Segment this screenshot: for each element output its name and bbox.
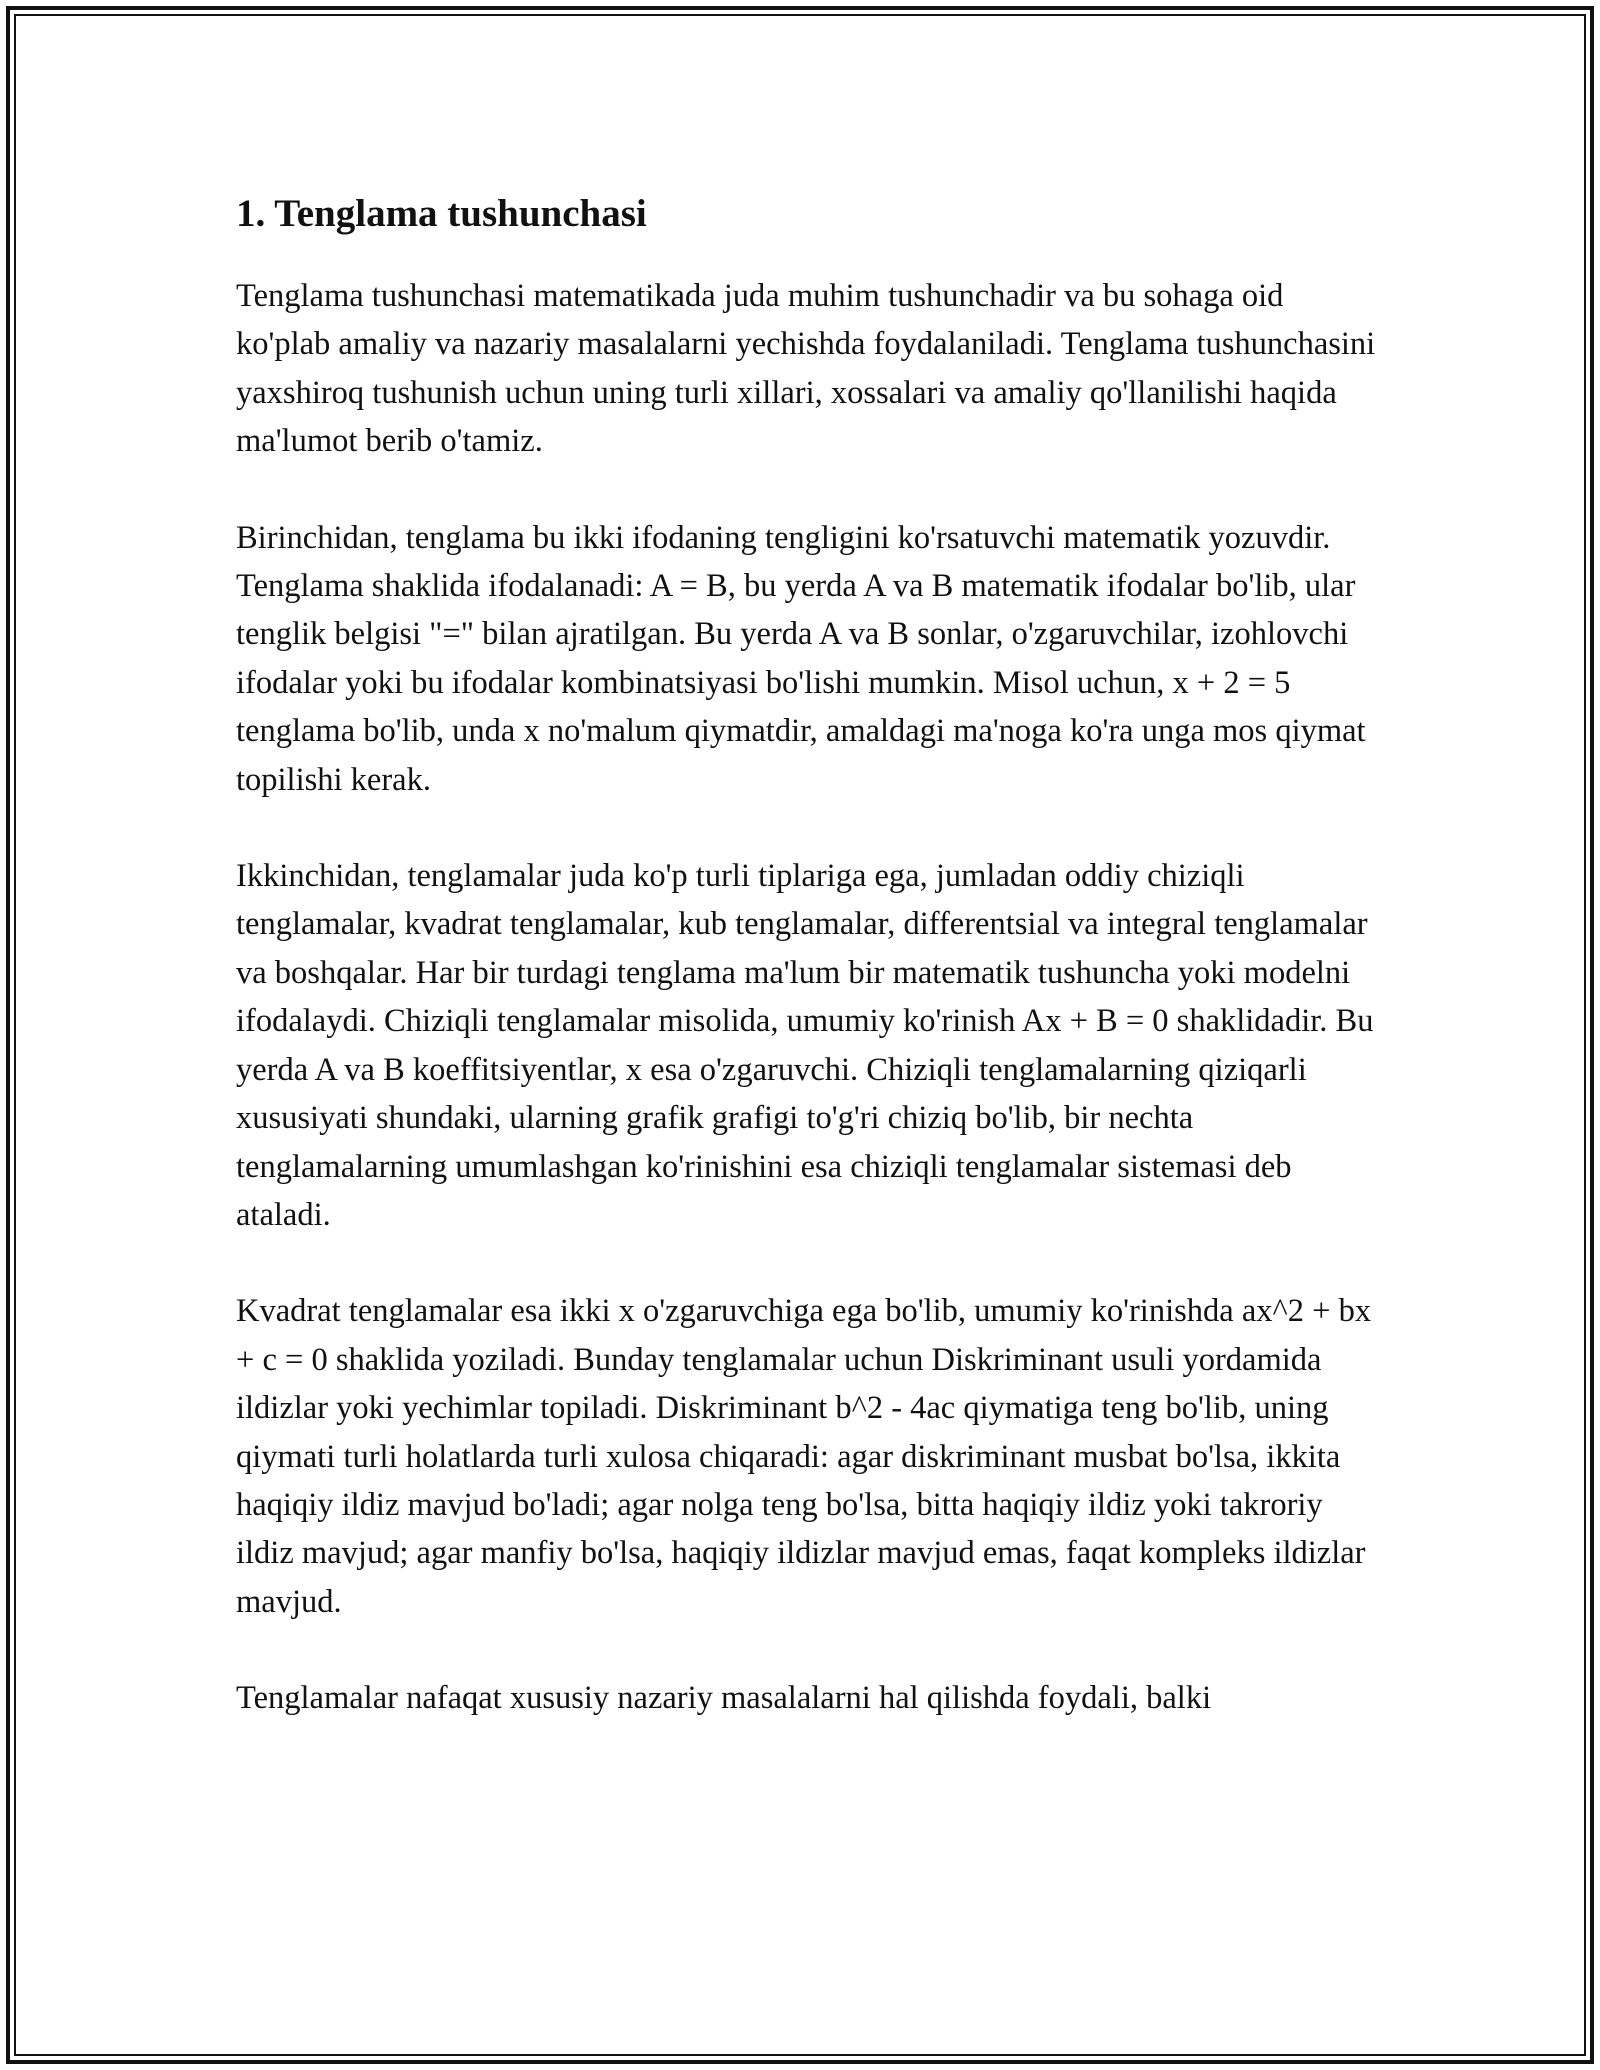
document-body: [236, 186, 1376, 1771]
paragraph-first-point: Birinchidan, tenglama bu ikki ifodaning tengligini ko'rsatuvchi matematik yozuvdir. Tenglama shaklida ifodalanadi: A = B, bu yerda A va B matematik ifodalar bo'lib, ular tenglik belgisi "=" bilan ajratilgan. Bu yerda A va B sonlar, o'zgaruvchilar, izohlovchi ifodalar yoki bu ifodalar kombinatsiyasi bo'lishi mumkin. Misol uchun, x + 2 = 5 tenglama bo'lib, unda x no'malum qiymatdir, amaldagi ma'noga ko'ra unga mos qiymat topilishi kerak.: [236, 519, 1366, 798]
paragraph-intro: Tenglama tushunchasi matematikada juda muhim tushunchadir va bu sohaga oid ko'plab amaliy va nazariy masalalarni yechishda foydalaniladi. Tenglama tushunchasini yaxshiroq tushunish uchun uning turli xillari, xossalari va amaliy qo'llanilishi haqida ma'lumot berib o'tamiz.: [236, 278, 1376, 460]
paragraph-continuation: Tenglamalar nafaqat xususiy nazariy masalalarni hal qilishda foydali, balki: [236, 1680, 1212, 1717]
paragraph-second-point: Ikkinchidan, tenglamalar juda ko'p turli tiplariga ega, jumladan oddiy chiziqli tenglamalar, kvadrat tenglamalar, kub tenglamalar, differentsial va integral tenglamalar va boshqalar. Har bir turdagi tenglama ma'lum bir matematik tushuncha yoki modelni ifodalaydi. Chiziqli tenglamalar misolida, umumiy ko'rinish Ax + B = 0 shaklidadir. Bu yerda A va B koeffitsiyentlar, x esa o'zgaruvchi. Chiziqli tenglamalarning qiziqarli xususiyati shundaki, ularning grafik grafigi to'g'ri chiziq bo'lib, bir nechta tenglamalarning umumlashgan ko'rinishini esa chiziqli tenglamalar sistemasi deb ataladi.: [236, 858, 1374, 1233]
paragraph-quadratic: Kvadrat tenglamalar esa ikki x o'zgaruvchiga ega bo'lib, umumiy ko'rinishda ax^2 + bx + c = 0 shaklida yoziladi. Bunday tenglamalar uchun Diskriminant usuli yordamida ildizlar yoki yechimlar topiladi. Diskriminant b^2 - 4ac qiymatiga teng bo'lib, uning qiymati turli holatlarda turli xulosa chiqaradi: agar diskriminant musbat bo'lsa, ikkita haqiqiy ildiz mavjud bo'ladi; agar nolga teng bo'lsa, bitta haqiqiy ildiz yoki takroriy ildiz mavjud; agar manfiy bo'lsa, haqiqiy ildizlar mavjud emas, faqat kompleks ildizlar mavjud.: [236, 1293, 1372, 1620]
section-heading: 1. Tenglama tushunchasi: [236, 192, 647, 235]
